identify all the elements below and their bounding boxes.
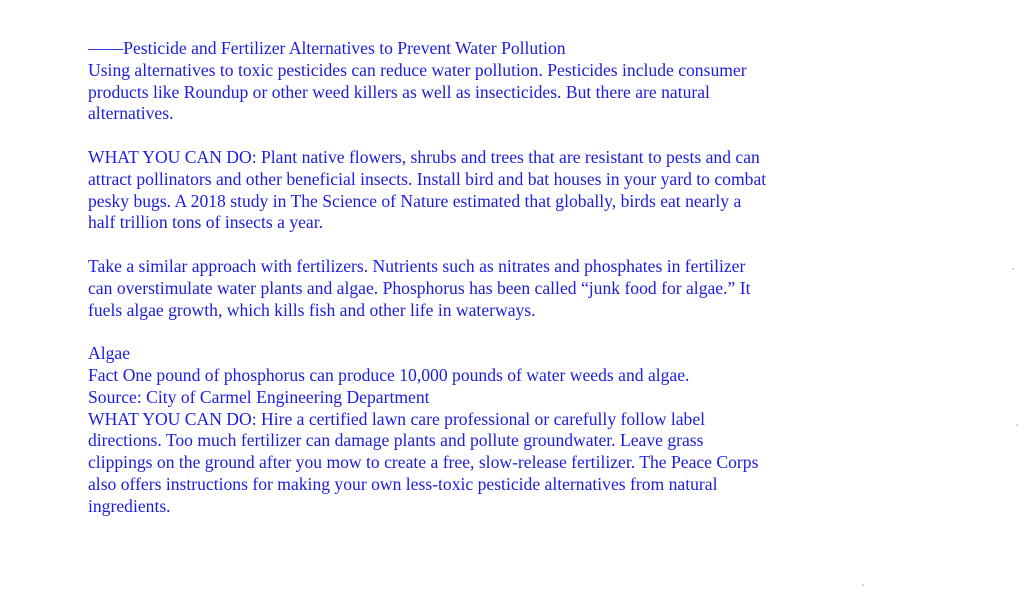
what-you-can-do-paragraph-pesticides: WHAT YOU CAN DO: Plant native flowers, shrubs and trees that are resistant to pests and can attract pollinators and other beneficial insects. Install bird and bat houses in your yard to combat pesky bugs. A 2018 study in The Science of Nature estimated that globally, birds eat nearly a half trillion tons of insects a year. bbox=[88, 146, 767, 233]
paragraph-spacer bbox=[88, 321, 908, 343]
document-body bbox=[88, 38, 908, 518]
scan-speck bbox=[1016, 424, 1018, 426]
intro-paragraph: Using alternatives to toxic pesticides can reduce water pollution. Pesticides include consumer products like Roundup or other weed killers as well as insecticides. But there are natural alternatives. bbox=[88, 59, 747, 124]
document-heading: ——Pesticide and Fertilizer Alternatives to Prevent Water Pollution bbox=[88, 38, 566, 58]
algae-label: Algae bbox=[88, 343, 131, 364]
fact-source: Source: City of Carmel Engineering Department bbox=[88, 386, 430, 407]
scan-speck bbox=[1012, 268, 1014, 270]
paragraph-spacer bbox=[88, 125, 908, 147]
algae-fact: Fact One pound of phosphorus can produce 10,000 pounds of water weeds and algae. bbox=[88, 364, 690, 385]
scan-speck bbox=[862, 584, 864, 586]
fertilizer-paragraph: Take a similar approach with fertilizers. Nutrients such as nitrates and phosphates in fertilizer can overstimulate water plants and algae. Phosphorus has been called “junk food for algae.” It fuels algae growth, which kills fish and other life in waterways. bbox=[88, 255, 751, 320]
what-you-can-do-paragraph-fertilizer: WHAT YOU CAN DO: Hire a certified lawn care professional or carefully follow label directions. Too much fertilizer can damage plants and pollute groundwater. Leave grass clippings on the ground after you mow to create a free, slow-release fertilizer. The Peace Corps also offers instructions for making your own less-toxic pesticide alternatives from natural ingredients. bbox=[88, 408, 759, 516]
paragraph-spacer bbox=[88, 234, 908, 256]
